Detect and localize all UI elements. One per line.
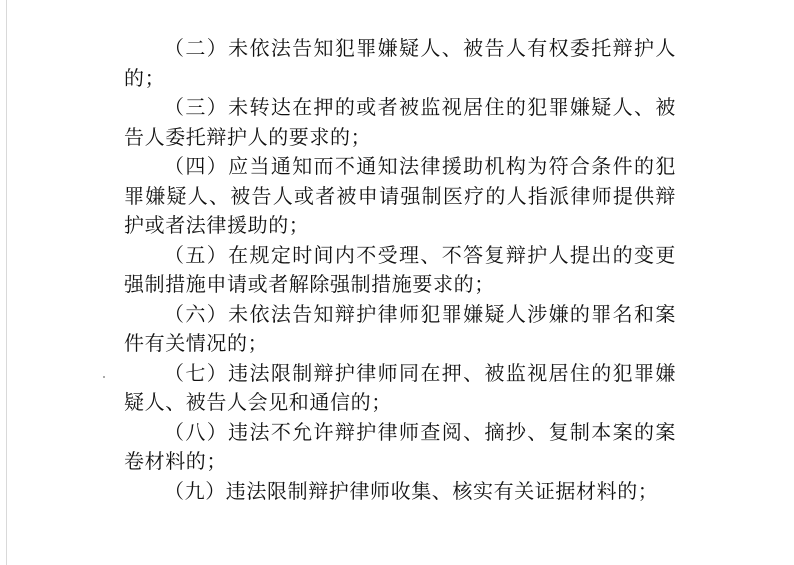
clause-5: （五）在规定时间内不受理、不答复辩护人提出的变更强制措施申请或者解除强制措施要求的； [124,242,676,296]
clause-6: （六）未依法告知辩护律师犯罪嫌疑人涉嫌的罪名和案件有关情况的； [124,301,676,355]
scan-edge-line [6,0,7,565]
document-body [124,34,676,506]
clause-8: （八）违法不允许辩护律师查阅、摘抄、复制本案的案卷材料的； [124,419,676,473]
clause-3: （三）未转达在押的或者被监视居住的犯罪嫌疑人、被告人委托辩护人的要求的； [124,95,676,149]
clause-9: （九）违法限制辩护律师收集、核实有关证据材料的； [164,478,659,503]
clause-2: （二）未依法告知犯罪嫌疑人、被告人有权委托辩护人的； [124,36,676,90]
clause-4: （四）应当通知而不通知法律援助机构为符合条件的犯罪嫌疑人、被告人或者被申请强制医疗的人指派律师提供辩护或者法律援助的； [124,154,676,237]
clause-7: （七）违法限制辩护律师同在押、被监视居住的犯罪嫌疑人、被告人会见和通信的； [124,360,676,414]
scan-speck [103,376,105,378]
